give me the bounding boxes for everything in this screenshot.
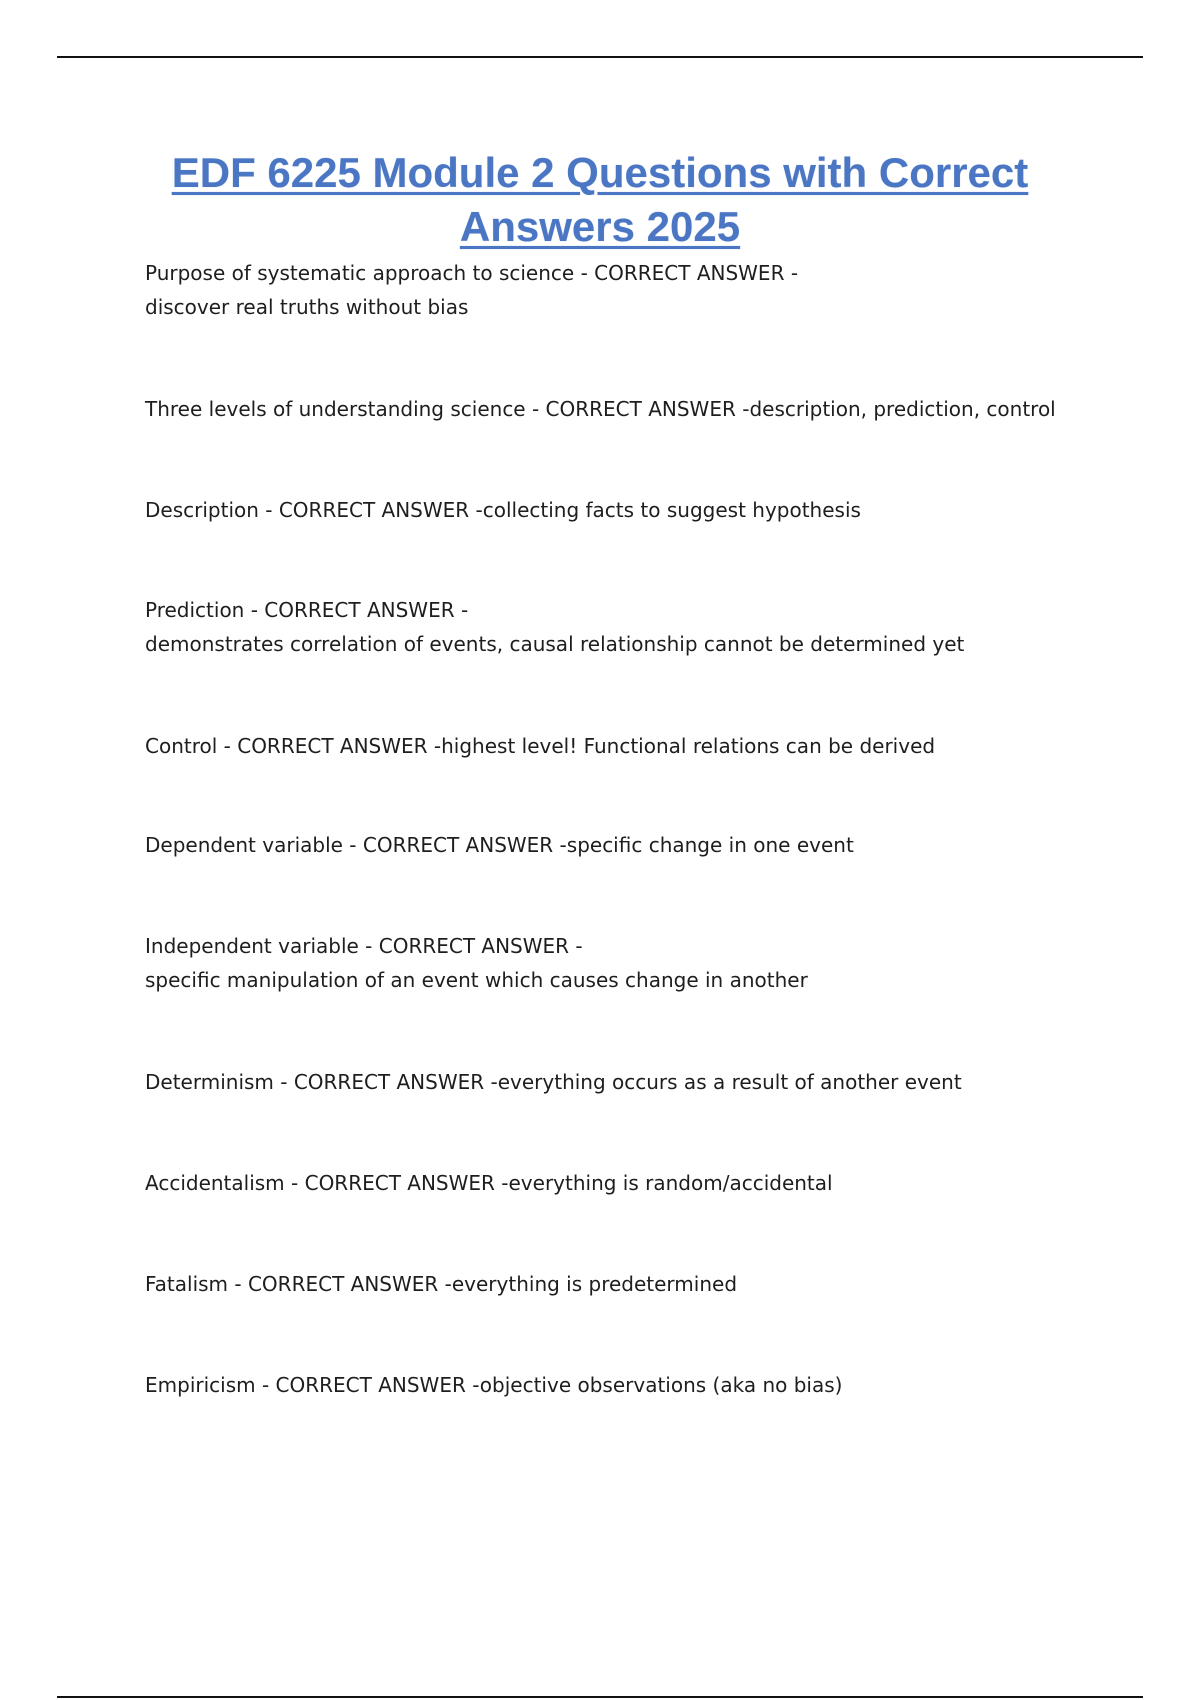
document-title: EDF 6225 Module 2 Questions with Correct Answers 2025 — [171, 149, 1029, 250]
qa-item — [145, 392, 1095, 426]
qa-item — [145, 1166, 1095, 1200]
qa-answer-line: demonstrates correlation of events, causal relationship cannot be determined yet — [145, 632, 965, 656]
qa-item — [145, 593, 1095, 661]
qa-item — [145, 1368, 1095, 1402]
qa-question-line: Dependent variable - CORRECT ANSWER -specific change in one event — [145, 833, 854, 857]
qa-question-line: Determinism - CORRECT ANSWER -everything occurs as a result of another event — [145, 1070, 962, 1094]
qa-question-line: Fatalism - CORRECT ANSWER -everything is predetermined — [145, 1272, 738, 1296]
qa-question-line: Three levels of understanding science - CORRECT ANSWER -description, prediction, control — [145, 397, 1056, 421]
qa-question-line: Control - CORRECT ANSWER -highest level! Functional relations can be derived — [145, 734, 936, 758]
qa-item — [145, 828, 1095, 862]
qa-question-line: Empiricism - CORRECT ANSWER -objective observations (aka no bias) — [145, 1373, 843, 1397]
qa-question-line: Accidentalism - CORRECT ANSWER -everything is random/accidental — [145, 1171, 833, 1195]
qa-question-line: Description - CORRECT ANSWER -collecting facts to suggest hypothesis — [145, 498, 861, 522]
qa-question-line: Purpose of systematic approach to science - CORRECT ANSWER - — [145, 261, 799, 285]
qa-item — [145, 1065, 1095, 1099]
qa-answer-line: specific manipulation of an event which causes change in another — [145, 968, 808, 992]
top-rule — [57, 56, 1143, 58]
qa-item — [145, 493, 1095, 527]
qa-item — [145, 1267, 1095, 1301]
qa-item — [145, 729, 1095, 763]
qa-question-line: Independent variable - CORRECT ANSWER - — [145, 934, 583, 958]
bottom-rule — [57, 1696, 1143, 1698]
qa-answer-line: discover real truths without bias — [145, 295, 469, 319]
qa-question-line: Prediction - CORRECT ANSWER - — [145, 598, 469, 622]
qa-item — [145, 256, 1095, 324]
qa-item — [145, 929, 1095, 997]
